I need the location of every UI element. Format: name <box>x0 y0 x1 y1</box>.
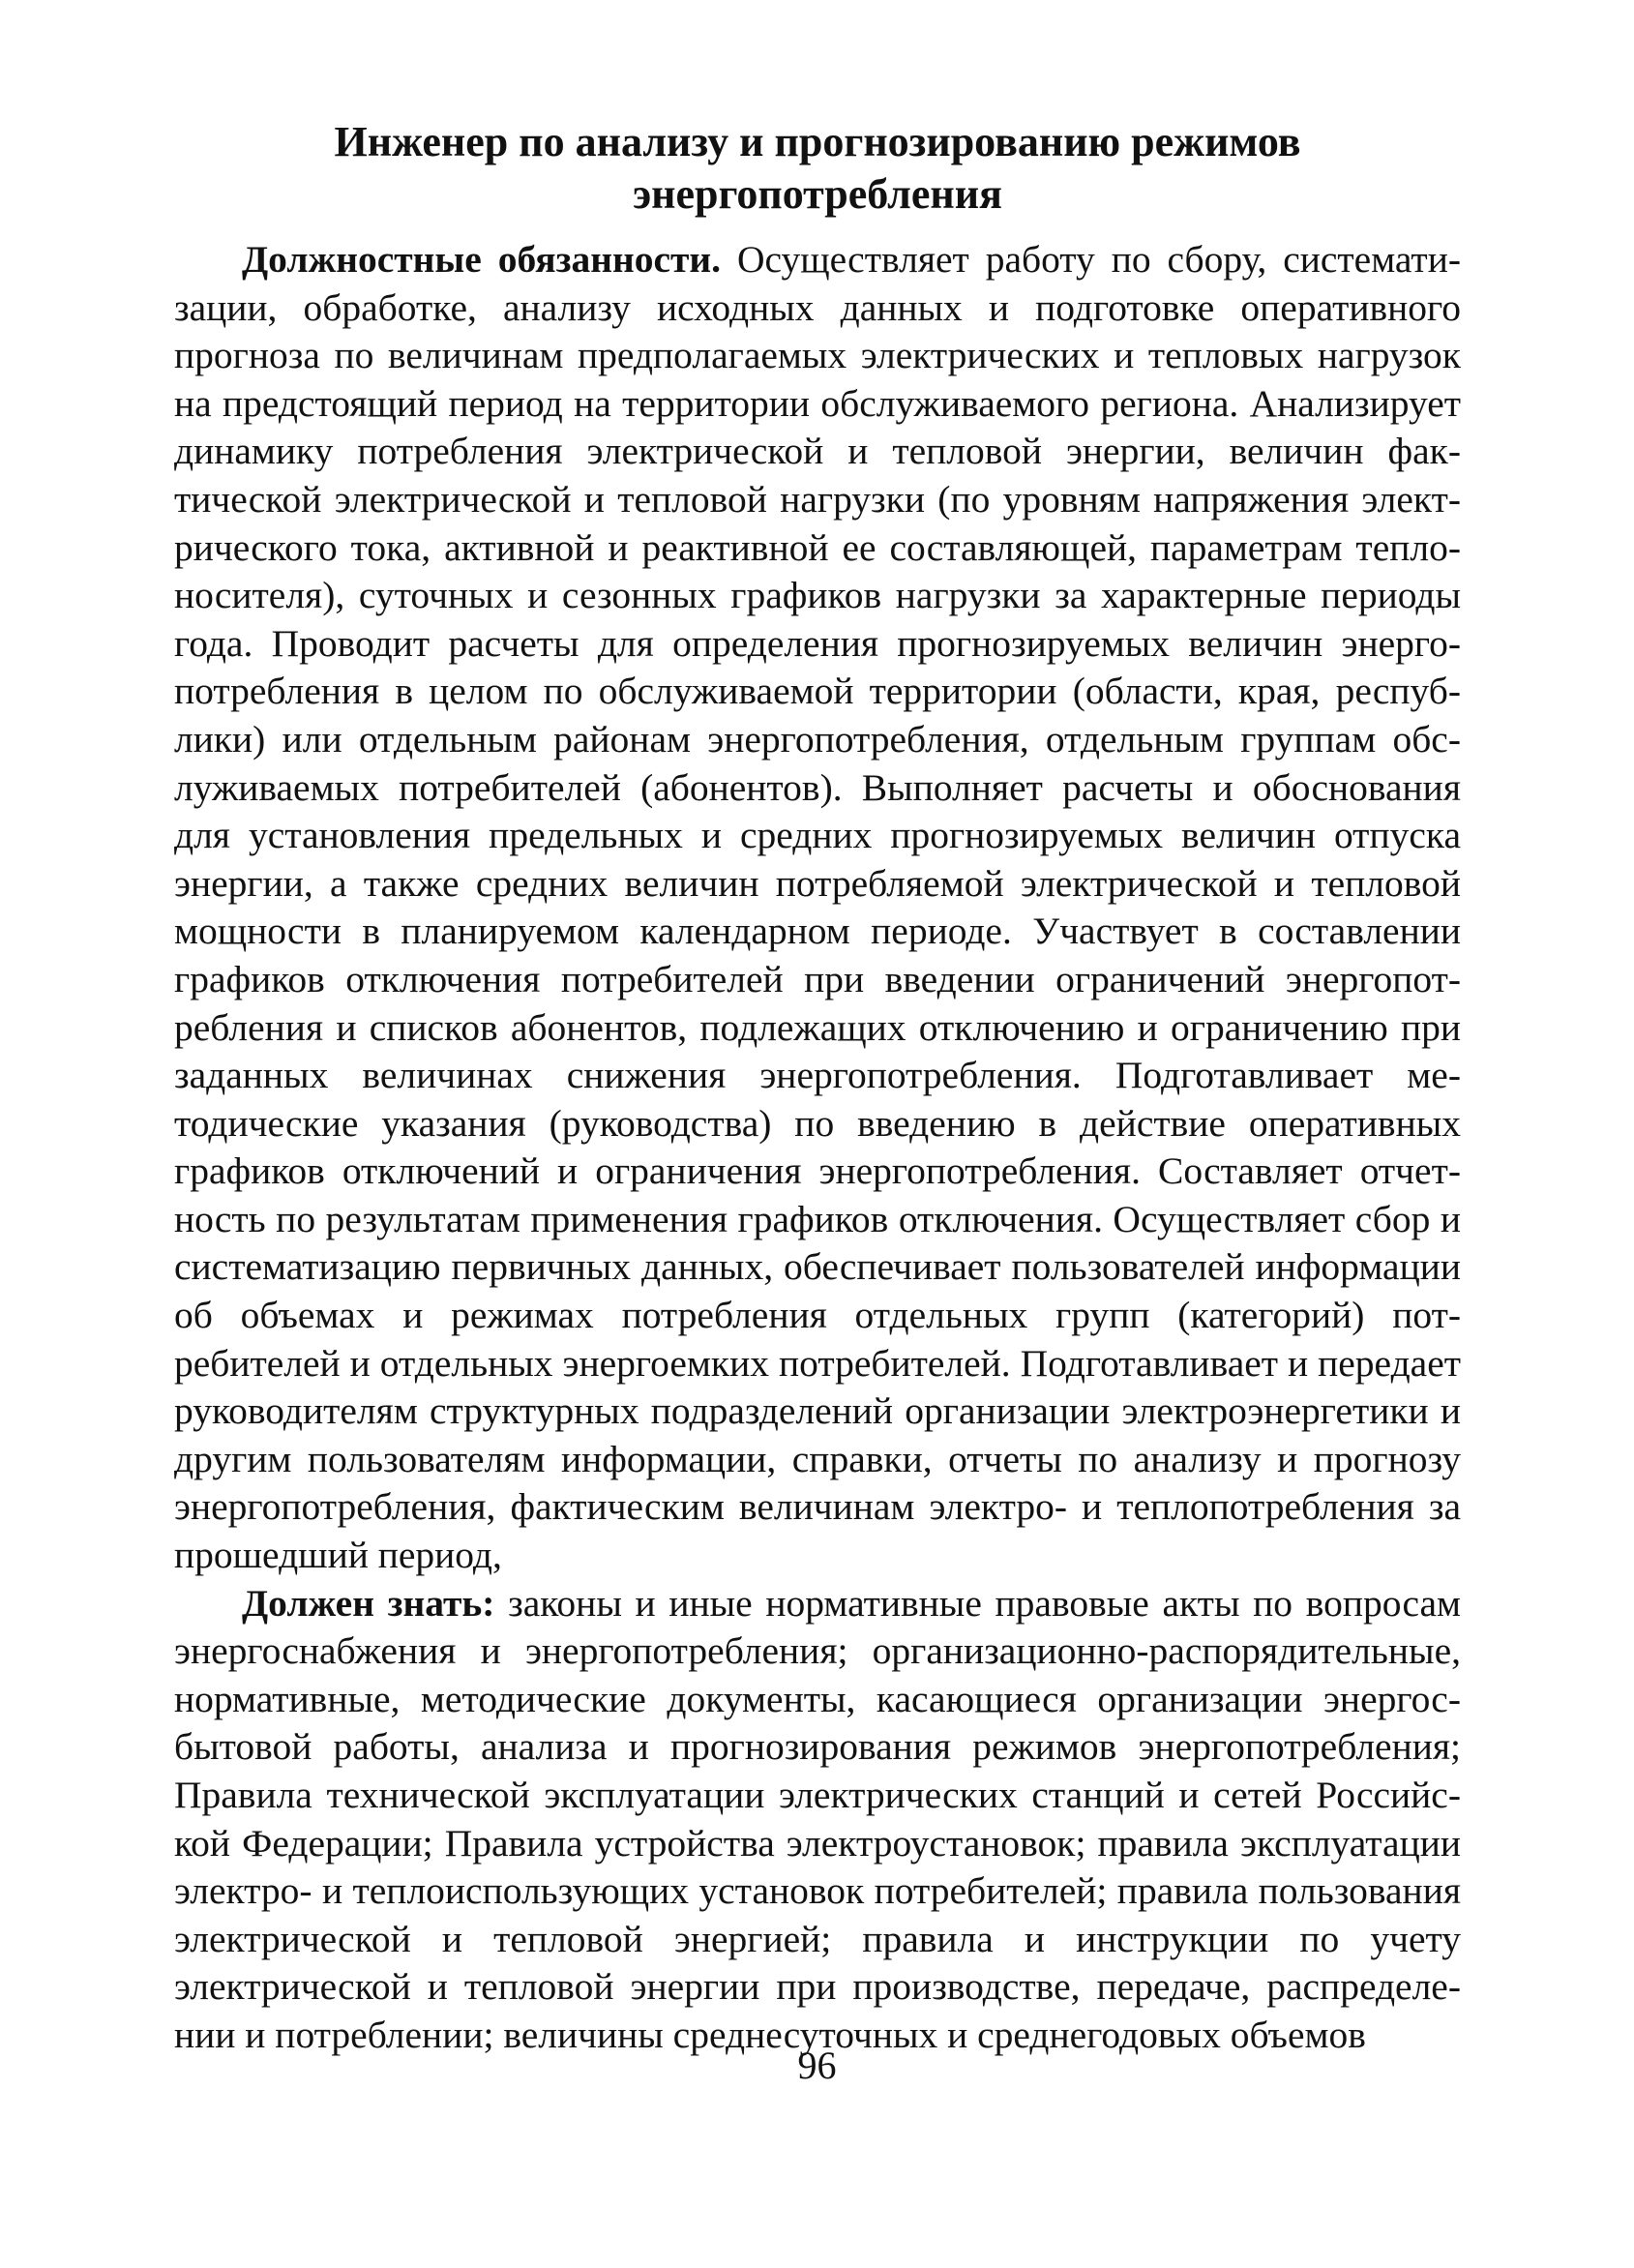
knowledge-label: Должен знать: <box>242 1581 495 1625</box>
page-content <box>174 116 1461 2060</box>
title-line-2: энергопотребления <box>633 170 1002 218</box>
page-number: 96 <box>797 2044 837 2087</box>
duties-paragraph <box>174 236 1461 1580</box>
duties-label: Должностные обязанности. <box>242 238 722 281</box>
title-line-1: Инженер по анализу и прогнозированию режимов <box>334 118 1301 165</box>
knowledge-paragraph <box>174 1580 1461 2060</box>
knowledge-text: законы и иные нормативные правовые акты по вопросам энергоснабжения и энергопотребления; организационно-распорядительные, нормативные, методические документы, касающиеся организации энергосбытовой работы, анализа и прогнозирования режимов энергопотребления; Правила технической эксплуатации электрических станций и сетей Российской Федерации; Правила устройства электроустановок; правила эксплуатации электро- и теплоиспользующих установок потребителей; правила пользования электрической и тепловой энергией; правила и инструкции по учету электрической и тепловой энергии при производстве, передаче, распределении и потреблении; величины среднесуточных и среднегодовых объемов <box>174 1581 1461 2056</box>
duties-text: Осуществляет работу по сбору, систематизации, обработке, анализу исходных данных и подготовке оперативного прогноза по величинам предполагаемых электрических и тепловых нагрузок на предстоящий период на территории обслуживаемого региона. Анализирует динамику потребления электрической и тепловой энергии, величин фактической электрической и тепловой нагрузки (по уровням напряжения электрического тока, активной и реактивной ее составляющей, параметрам теплоносителя), суточных и сезонных графиков нагрузки за характерные периоды года. Проводит расчеты для определения прогнозируемых величин энергопотребления в целом по обслуживаемой территории (области, края, республики) или отдельным районам энергопотребления, отдельным группам обслуживаемых потребителей (абонентов). Выполняет расчеты и обоснования для установления предельных и средних прогнозируемых величин отпуска энергии, а также средних величин потребляемой электрической и тепловой мощности в планируемом календарном периоде. Участвует в составлении графиков отключения потребителей при введении ограничений энергопотребления и списков абонентов, подлежащих отключению и ограничению при заданных величинах снижения энергопотребления. Подготавливает методические указания (руководства) по введению в действие оперативных графиков отключений и ограничения энергопотребления. Составляет отчетность по результатам применения графиков отключения. Осуществляет сбор и систематизацию первичных данных, обеспечивает пользователей информации об объемах и режимах потребления отдельных групп (категорий) потребителей и отдельных энергоемких потребителей. Подготавливает и передает руководителям структурных подразделений организации электроэнергетики и другим пользователям информации, справки, отчеты по анализу и прогнозу энергопотребления, фактическим величинам электро- и теплопотребления за прошедший период, <box>174 238 1461 1577</box>
page-title <box>174 116 1461 221</box>
